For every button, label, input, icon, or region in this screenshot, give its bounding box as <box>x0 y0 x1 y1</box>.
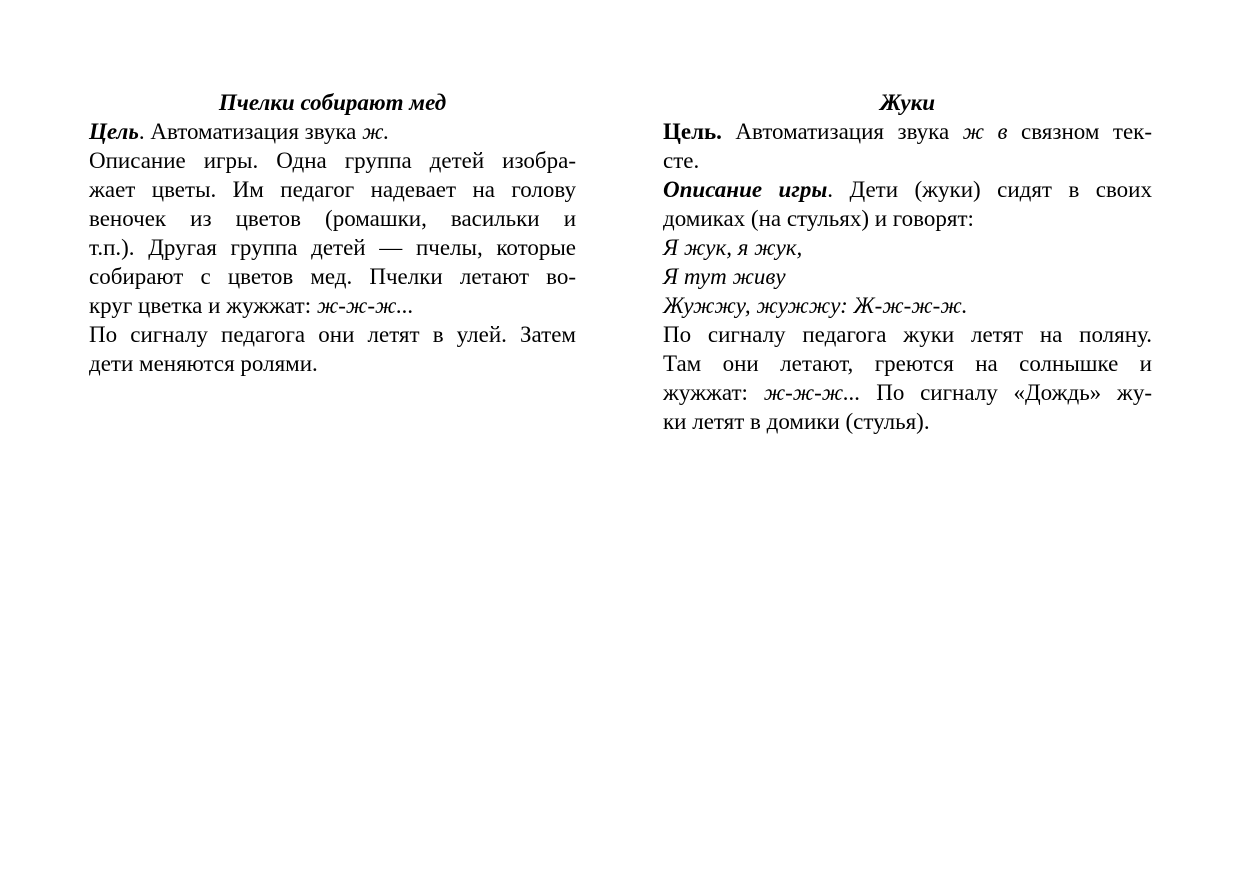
left-desc-line-6 <box>89 291 576 320</box>
right-goal-text-b: связном тек- <box>1007 119 1152 144</box>
right-desc-line-2: домиках (на стульях) и говорят: <box>663 206 974 231</box>
right-signal-line-3 <box>663 378 1152 407</box>
right-poem-line-1: Я жук, я жук, <box>663 235 803 260</box>
right-goal-line <box>663 117 1152 146</box>
right-goal-line-2: сте. <box>663 148 700 173</box>
right-goal-text: Автоматизация звука <box>721 119 963 144</box>
left-desc-line-4: т.п.). Другая группа детей — пчелы, которые <box>89 235 576 260</box>
left-desc-last-text: круг цветка и жужжат: <box>89 293 317 318</box>
right-goal-label: Цель. <box>663 119 722 144</box>
right-signal-sound: ж-ж-ж... <box>763 380 861 405</box>
left-goal-text: . Автоматизация звука <box>138 119 363 144</box>
right-poem-line-2: Я тут живу <box>663 264 786 289</box>
left-goal-line <box>89 117 576 146</box>
left-goal-label: Цель <box>89 119 139 144</box>
right-signal-line-2: Там они летают, греются на солнышке и <box>663 351 1152 376</box>
right-goal-sound: ж в <box>962 119 1008 144</box>
right-game-column <box>663 88 1152 436</box>
right-signal-text-b: По сигналу «Дождь» жу- <box>860 380 1152 405</box>
left-game-title: Пчелки собирают мед <box>218 90 447 115</box>
right-desc-label: Описание игры <box>663 177 828 202</box>
right-poem-line-3: Жужжу, жужжу: Ж-ж-ж-ж. <box>663 293 968 318</box>
left-signal-line-1: По сигналу педагога они летят в улей. Затем <box>89 322 576 347</box>
left-signal-line-2: дети меняются ролями. <box>89 351 318 376</box>
left-desc-line-2: жает цветы. Им педагог надевает на голову <box>89 177 576 202</box>
left-goal-sound: ж. <box>362 119 390 144</box>
left-desc-line-1: Описание игры. Одна группа детей изобра- <box>89 148 576 173</box>
right-game-title: Жуки <box>879 90 936 115</box>
right-desc-text: . Дети (жуки) сидят в своих <box>827 177 1152 202</box>
right-signal-text-a: жужжат: <box>663 380 764 405</box>
left-game-column <box>89 88 576 378</box>
right-signal-line-1: По сигналу педагога жуки летят на поляну. <box>663 322 1152 347</box>
right-signal-line-4: ки летят в домики (стулья). <box>663 409 930 434</box>
left-desc-sound: ж-ж-ж... <box>316 293 414 318</box>
right-desc-line-1 <box>663 175 1152 204</box>
left-desc-line-3: веночек из цветов (ромашки, васильки и <box>89 206 576 231</box>
left-desc-line-5: собирают с цветов мед. Пчелки летают во- <box>89 264 576 289</box>
